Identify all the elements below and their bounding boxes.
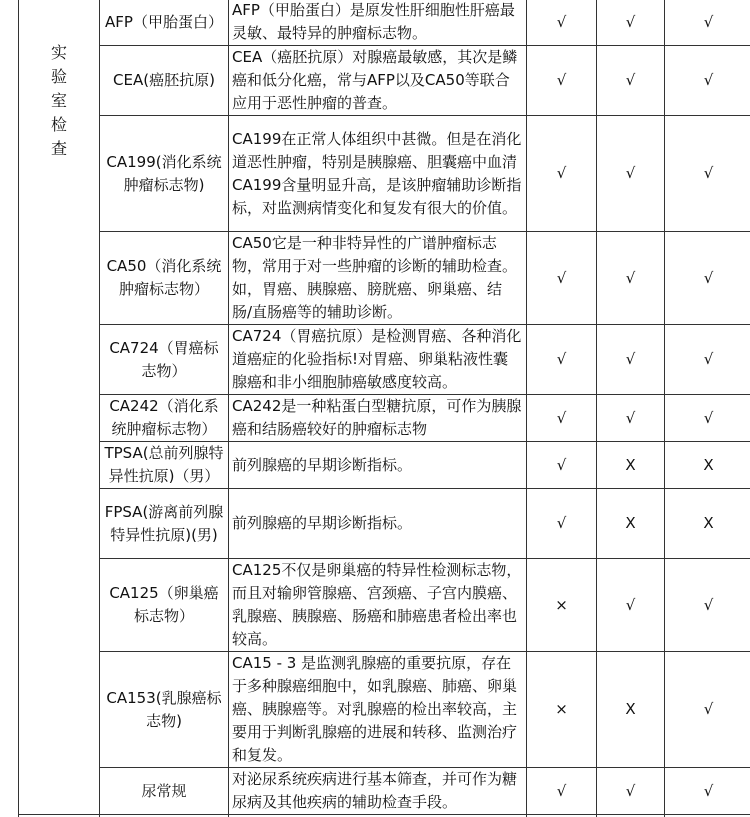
mark-cell: × (527, 652, 597, 768)
mark-cell: √ (597, 395, 665, 442)
mark-cell: √ (665, 325, 750, 395)
mark-cell: √ (597, 46, 665, 116)
table-row (19, 0, 750, 46)
item-name: AFP（甲胎蛋白） (100, 0, 229, 46)
item-name: CA50（消化系统肿瘤标志物） (100, 232, 229, 325)
mark-cell: √ (527, 232, 597, 325)
table-row (19, 489, 750, 559)
table-row (19, 116, 750, 232)
mark-cell: √ (597, 559, 665, 652)
mark-cell: √ (665, 768, 750, 815)
item-description: CEA（癌胚抗原）对腺癌最敏感，其次是鳞癌和低分化癌，常与AFP以及CA50等联合应用于恶性肿瘤的普查。 (229, 46, 527, 116)
mark-cell: √ (665, 116, 750, 232)
item-description: 前列腺癌的早期诊断指标。 (229, 489, 527, 559)
mark-cell: √ (597, 0, 665, 46)
exam-table (18, 0, 750, 817)
mark-cell: √ (597, 116, 665, 232)
item-description: CA125不仅是卵巢癌的特异性检测标志物，而且对输卵管腺癌、宫颈癌、子宫内膜癌、乳腺癌、胰腺癌、肠癌和肺癌患者检出率也较高。 (229, 559, 527, 652)
item-description: CA15 - 3 是监测乳腺癌的重要抗原，存在于多种腺癌细胞中，如乳腺癌、肺癌、卵巢癌、胰腺癌等。对乳腺癌的检出率较高，主要用于判断乳腺癌的进展和转移、监测治疗和复发。 (229, 652, 527, 768)
item-description: CA199在正常人体组织中甚微。但是在消化道恶性肿瘤，特别是胰腺癌、胆囊癌中血清CA199含量明显升高，是该肿瘤辅助诊断指标，对监测病情变化和复发有很大的价值。 (229, 116, 527, 232)
mark-cell: X (665, 489, 750, 559)
table-row (19, 395, 750, 442)
mark-cell: √ (665, 559, 750, 652)
table-row (19, 652, 750, 768)
item-name: CEA(癌胚抗原) (100, 46, 229, 116)
table-row (19, 768, 750, 815)
mark-cell: √ (527, 116, 597, 232)
mark-cell: √ (527, 489, 597, 559)
table-row (19, 559, 750, 652)
item-name: CA125（卵巢癌标志物） (100, 559, 229, 652)
item-name: TPSA(总前列腺特异性抗原)（男） (100, 442, 229, 489)
table-row (19, 442, 750, 489)
item-description: 前列腺癌的早期诊断指标。 (229, 442, 527, 489)
item-description: AFP（甲胎蛋白）是原发性肝细胞性肝癌最灵敏、最特异的肿瘤标志物。 (229, 0, 527, 46)
item-name: CA724（胃癌标志物） (100, 325, 229, 395)
category-label: 实验室检查 (49, 41, 69, 161)
mark-cell: √ (527, 0, 597, 46)
item-name: CA199(消化系统肿瘤标志物) (100, 116, 229, 232)
mark-cell: √ (597, 325, 665, 395)
item-name: 尿常规 (100, 768, 229, 815)
mark-cell: X (597, 489, 665, 559)
table-row (19, 325, 750, 395)
mark-cell: √ (665, 0, 750, 46)
mark-cell: √ (665, 395, 750, 442)
item-description: CA242是一种粘蛋白型糖抗原，可作为胰腺癌和结肠癌较好的肿瘤标志物 (229, 395, 527, 442)
mark-cell: √ (527, 442, 597, 489)
item-description: CA724（胃癌抗原）是检测胃癌、各种消化道癌症的化验指标!对胃癌、卵巢粘液性囊腺癌和非小细胞肺癌敏感度较高。 (229, 325, 527, 395)
mark-cell: √ (527, 325, 597, 395)
item-name: FPSA(游离前列腺特异性抗原)(男) (100, 489, 229, 559)
mark-cell: X (597, 652, 665, 768)
mark-cell: √ (527, 768, 597, 815)
item-description: CA50它是一种非特异性的广谱肿瘤标志物，常用于对一些肿瘤的诊断的辅助检查。如，胃癌、胰腺癌、膀胱癌、卵巢癌、结肠/直肠癌等的辅助诊断。 (229, 232, 527, 325)
mark-cell: × (527, 559, 597, 652)
mark-cell: √ (665, 232, 750, 325)
item-name: CA242（消化系统肿瘤标志物） (100, 395, 229, 442)
item-name: CA153(乳腺癌标志物) (100, 652, 229, 768)
mark-cell: √ (527, 46, 597, 116)
mark-cell: √ (665, 46, 750, 116)
category-cell (19, 0, 100, 815)
mark-cell: X (597, 442, 665, 489)
table-row (19, 232, 750, 325)
item-description: 对泌尿系统疾病进行基本筛查，并可作为糖尿病及其他疾病的辅助检查手段。 (229, 768, 527, 815)
table-row (19, 46, 750, 116)
mark-cell: √ (597, 768, 665, 815)
mark-cell: X (665, 442, 750, 489)
mark-cell: √ (597, 232, 665, 325)
mark-cell: √ (665, 652, 750, 768)
mark-cell: √ (527, 395, 597, 442)
